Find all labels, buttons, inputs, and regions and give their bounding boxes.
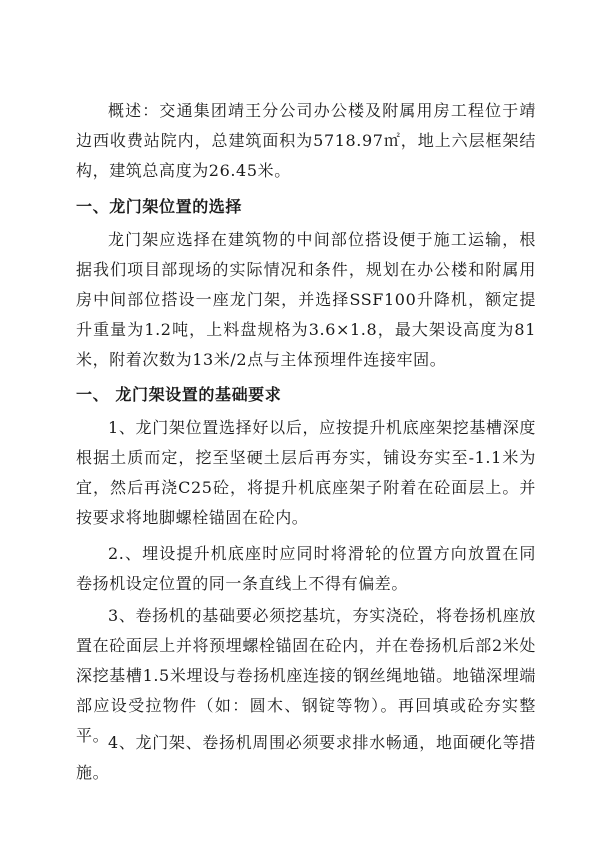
requirement-item-2: 2.、埋设提升机底座时应同时将滑轮的位置方向放置在同卷扬机设定位置的同一条直线上不得有偏差。 xyxy=(76,544,536,593)
requirement-item-4: 4、龙门架、卷扬机周围必须要求排水畅通，地面硬化等措施。 xyxy=(76,733,536,782)
section1-body: 龙门架应选择在建筑物的中间部位搭设便于施工运输，根据我们项目部现场的实际情况和条件，规划在办公楼和附属用房中间部位搭设一座龙门架，并选择SSF100升降机，额定提升重量为1.2吨，上料盘规格为3.6×1.8，最大架设高度为81米，附着次数为13米/2点与主体预埋件连接牢固。 xyxy=(76,230,536,369)
requirement-item-1: 1、龙门架位置选择好以后，应按提升机底座架挖基槽深度根据土质而定，挖至坚硬土层后再夯实，铺设夯实至-1.1米为宜，然后再浇C25砼，将提升机底座架子附着在砼面层上。并按要求将地脚螺栓锚固在砼内。 xyxy=(76,418,536,527)
section1-heading: 一、龙门架位置的选择 xyxy=(76,197,243,216)
requirement-item-3: 3、卷扬机的基础要必须挖基坑，夯实浇砼，将卷扬机座放置在砼面层上并将预埋螺栓锚固在砼内，并在卷扬机后部2米处深挖基槽1.5米埋设与卷扬机座连接的钢丝绳地锚。地锚深埋端部应设受拉物件（如：圆木、钢锭等物）。再回填或砼夯实整平。 xyxy=(76,606,536,745)
section2-heading: 一、 龙门架设置的基础要求 xyxy=(76,385,282,404)
overview-paragraph: 概述：交通集团靖王分公司办公楼及附属用房工程位于靖边西收费站院内，总建筑面积为5718.97㎡，地上六层框架结构，建筑总高度为26.45米。 xyxy=(76,101,536,180)
